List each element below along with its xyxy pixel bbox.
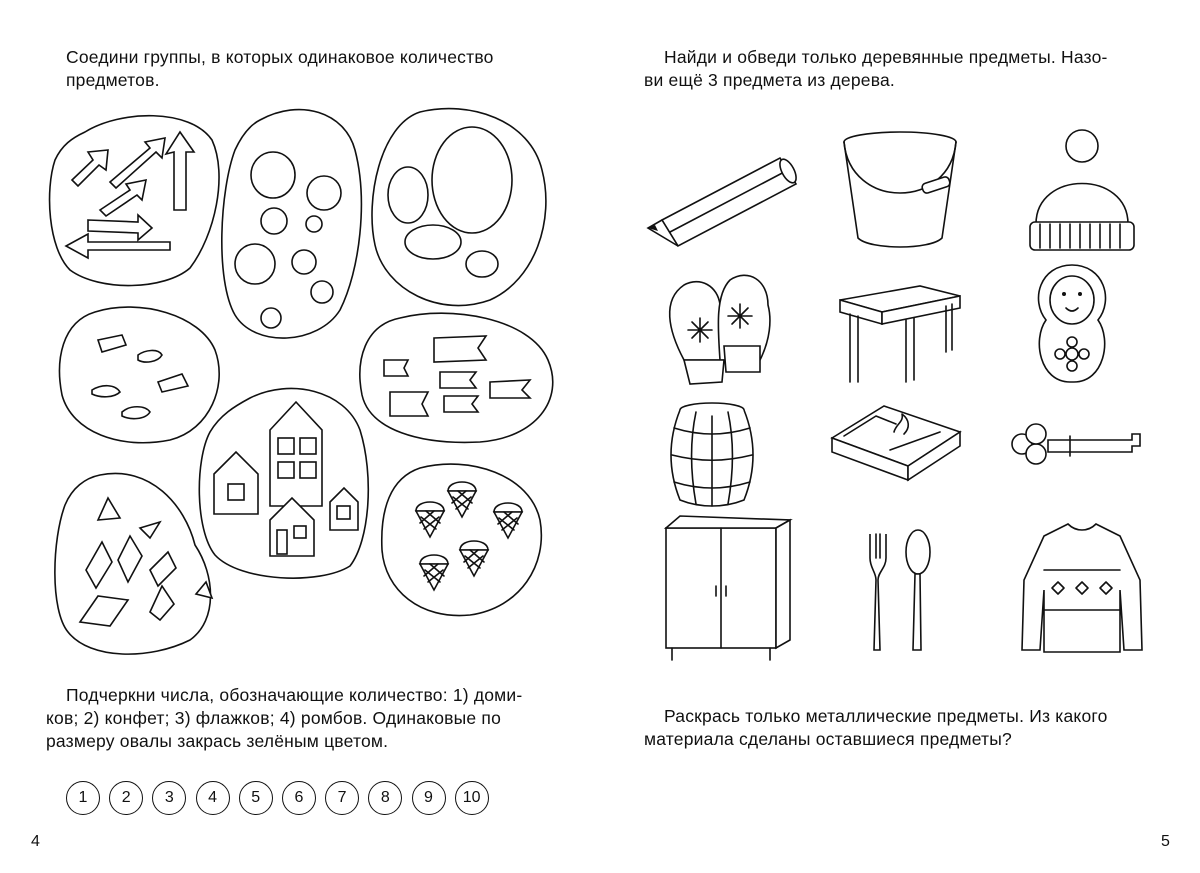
fork-icon[interactable]: [870, 534, 886, 650]
number-circle[interactable]: 8: [368, 781, 402, 815]
number-circle[interactable]: 5: [239, 781, 273, 815]
number-circle[interactable]: 10: [455, 781, 489, 815]
rhombi-group[interactable]: [55, 473, 212, 654]
mittens-icon[interactable]: [670, 275, 770, 384]
number-circle[interactable]: 6: [282, 781, 316, 815]
ovals-group[interactable]: [372, 109, 546, 306]
text-line: Раскрась только металлические предметы. Из какого: [664, 706, 1108, 726]
number-circle[interactable]: 4: [196, 781, 230, 815]
matryoshka-icon[interactable]: [1038, 265, 1105, 382]
text-line: материала сделаны оставшиеся предметы?: [644, 729, 1012, 749]
sweater-icon[interactable]: [1022, 524, 1142, 652]
text-line: ви ещё 3 предмета из дерева.: [644, 70, 895, 90]
barrel-icon[interactable]: [671, 403, 753, 506]
table-icon[interactable]: [840, 286, 960, 382]
number-circle[interactable]: 1: [66, 781, 100, 815]
task-color-metal: [644, 705, 1153, 751]
houses-group[interactable]: [199, 388, 368, 578]
task-underline-numbers: [46, 684, 553, 753]
number-circle[interactable]: 9: [412, 781, 446, 815]
matchbox-icon[interactable]: [832, 406, 960, 480]
right-page: [600, 0, 1200, 873]
page-number: 5: [1161, 833, 1170, 850]
number-circles: [66, 781, 489, 815]
arrows-group[interactable]: [50, 116, 219, 286]
spoon-icon[interactable]: [906, 530, 930, 650]
number-circle[interactable]: 2: [109, 781, 143, 815]
text-line: предметов.: [66, 70, 160, 90]
flags-group[interactable]: [360, 313, 553, 442]
number-circle[interactable]: 3: [152, 781, 186, 815]
candies-group[interactable]: [60, 307, 220, 443]
key-icon[interactable]: [1012, 424, 1140, 464]
pencil-icon[interactable]: [648, 157, 799, 246]
bucket-icon[interactable]: [844, 132, 956, 247]
text-line: Соедини группы, в которых одинаковое количество: [66, 47, 494, 67]
items-illustration: [600, 110, 1200, 670]
winter-hat-icon[interactable]: [1030, 130, 1134, 250]
page-number: 4: [31, 833, 40, 850]
text-line: ков; 2) конфет; 3) флажков; 4) ромбов. Одинаковые по: [46, 708, 502, 728]
wardrobe-icon[interactable]: [666, 516, 790, 660]
circles-group[interactable]: [222, 110, 362, 339]
text-line: Найди и обведи только деревянные предметы. Назо-: [664, 47, 1108, 67]
icecream-group[interactable]: [382, 464, 542, 615]
number-circle[interactable]: 7: [325, 781, 359, 815]
text-line: размеру овалы закрась зелёным цветом.: [46, 731, 389, 751]
groups-illustration: [0, 0, 600, 640]
task-find-wooden: [644, 46, 1153, 92]
text-line: Подчеркни числа, обозначающие количество: 1) доми-: [66, 685, 523, 705]
